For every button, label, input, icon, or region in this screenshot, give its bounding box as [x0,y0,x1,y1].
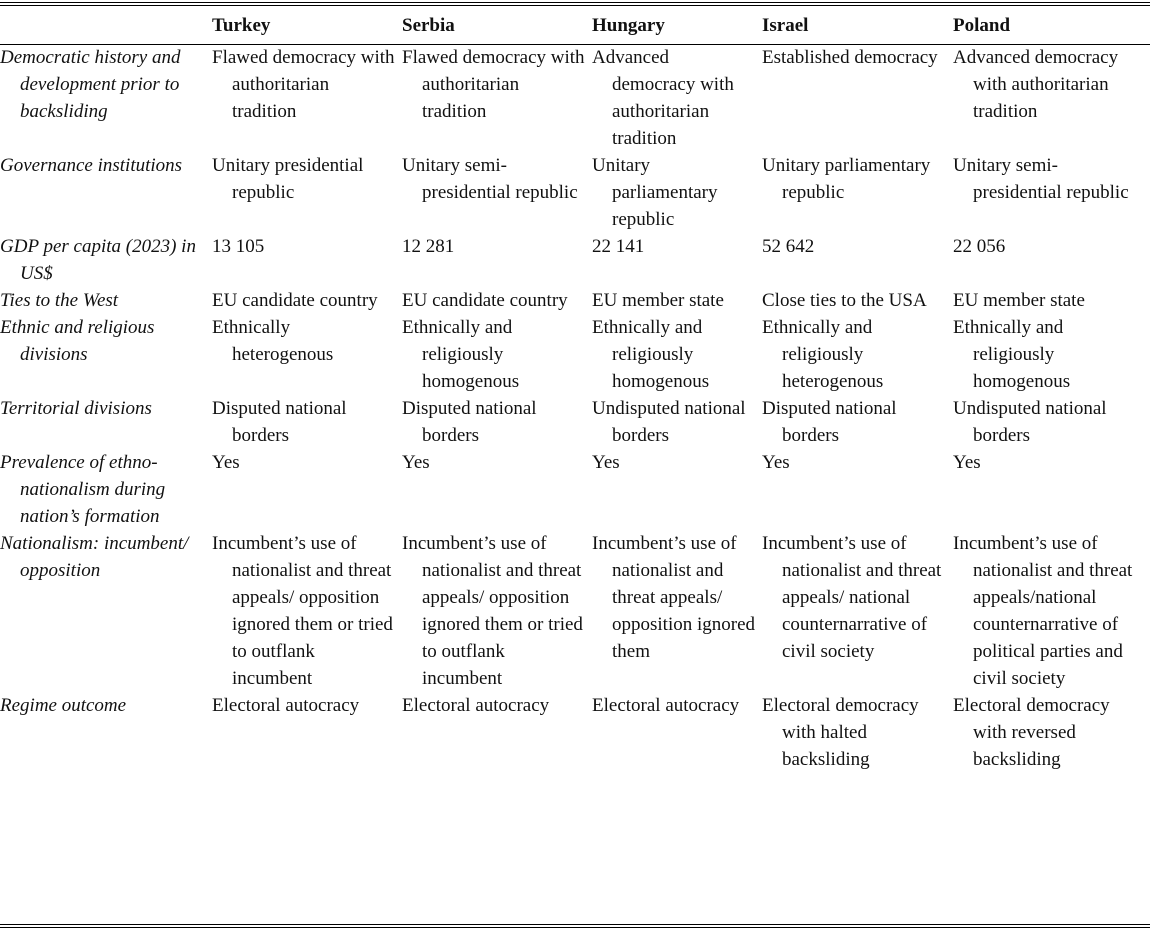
comparison-table [0,8,1150,773]
table-cell-text: Electoral democracy with halted backsliding [762,695,919,770]
table-cell [212,395,402,449]
row-label [0,152,212,233]
table-cell [762,692,953,773]
table-cell-text: EU candidate country [402,290,568,311]
row-label-text: GDP per capita (2023) in US$ [0,236,196,284]
table-cell [953,395,1150,449]
table-cell-text: Yes [592,452,620,473]
table-cell [762,287,953,314]
row-label [0,287,212,314]
table-cell [212,152,402,233]
row-label [0,692,212,773]
table-cell-text: Yes [953,452,981,473]
table-body [0,44,1150,773]
table-cell [953,314,1150,395]
table-cell-text: Undisputed national borders [592,398,746,446]
header-cell-israel: Israel [762,15,809,36]
table-header [0,8,1150,44]
table-cell [212,287,402,314]
table-cell-text: Electoral autocracy [592,695,740,716]
table-cell-text: Yes [402,452,430,473]
header-cell-corner [0,8,212,44]
table-cell [592,314,762,395]
table-cell [762,395,953,449]
table-cell [953,692,1150,773]
table-cell [212,530,402,692]
header-rule [0,44,1150,45]
table-cell [592,692,762,773]
table-cell-text: Advanced democracy with authoritarian tradition [953,47,1119,122]
table-row-ethno-nationalism [0,449,1150,530]
row-label [0,449,212,530]
table-cell-text: Advanced democracy with authoritarian tradition [592,47,734,149]
row-label [0,44,212,152]
table-cell-text: Unitary parliamentary republic [762,155,931,203]
header-cell-poland: Poland [953,15,1011,36]
bottom-rule [0,924,1150,925]
table-cell [402,530,592,692]
table-cell [212,44,402,152]
table-cell [762,233,953,287]
header-cell-turkey: Turkey [212,15,271,36]
table-cell-text: Disputed national borders [402,398,537,446]
table-cell [212,692,402,773]
table-cell [762,44,953,152]
row-label-text: Democratic history and development prior to backsliding [0,47,181,122]
table-cell [212,449,402,530]
table-cell [953,287,1150,314]
table-cell-text: Yes [762,452,790,473]
table-cell-text: EU member state [592,290,724,311]
table-cell-text: Incumbent’s use of nationalist and threat appeals/ national counternarrative of civil society [762,533,942,662]
table-cell-text: Electoral democracy with reversed backsliding [953,695,1110,770]
table-cell [953,233,1150,287]
row-label [0,395,212,449]
row-label-text: Nationalism: incumbent/ opposition [0,533,189,581]
table-cell [212,314,402,395]
table-cell [592,44,762,152]
table-cell-text: Established democracy [762,47,938,68]
table-cell [592,233,762,287]
table-cell-text: 22 056 [953,236,1006,257]
table-cell-text: Incumbent’s use of nationalist and threat appeals/ opposition ignored them [592,533,756,662]
table-cell [592,287,762,314]
table-cell-text: Unitary parliamentary republic [592,155,718,230]
table-cell [402,287,592,314]
row-label-text: Ethnic and religious divisions [0,317,155,365]
table-cell-text: Undisputed national borders [953,398,1107,446]
table-cell [592,449,762,530]
row-label-text: Territorial divisions [0,398,152,419]
table-row-governance [0,152,1150,233]
table-cell-text: Unitary semi-presidential republic [402,155,578,203]
table-cell [402,692,592,773]
table-cell-text: Flawed democracy with authoritarian tradition [212,47,395,122]
table-row-regime-outcome [0,692,1150,773]
table-cell [212,233,402,287]
table-cell [762,314,953,395]
top-rule-inner [0,5,1150,6]
table-cell [762,449,953,530]
table-row-territorial [0,395,1150,449]
row-label [0,314,212,395]
table-row-history [0,44,1150,152]
table-cell [402,233,592,287]
table-cell-text: Yes [212,452,240,473]
table-cell-text: Ethnically heterogenous [212,317,334,365]
bottom-rule-inner [0,927,1150,928]
table-cell [762,152,953,233]
table-cell [592,530,762,692]
table-cell-text: Ethnically and religiously homogenous [402,317,520,392]
table-cell [953,530,1150,692]
table-cell [953,44,1150,152]
table-cell-text: 22 141 [592,236,645,257]
table-cell-text: EU member state [953,290,1085,311]
row-label-text: Regime outcome [0,695,127,716]
table-cell-text: Incumbent’s use of nationalist and threat appeals/national counternarrative of political parties and civil society [953,533,1133,689]
table-cell-text: Disputed national borders [212,398,347,446]
table-cell-text: Unitary semi-presidential republic [953,155,1129,203]
table-cell-text: 52 642 [762,236,815,257]
table-row-nationalism [0,530,1150,692]
top-rule [0,2,1150,3]
table-cell-text: Close ties to the USA [762,290,927,311]
table-cell-text: Ethnically and religiously homogenous [592,317,710,392]
table-cell [762,530,953,692]
header-row [0,8,1150,44]
table-row-ethnic-religious [0,314,1150,395]
table-cell [592,152,762,233]
table-cell-text: 12 281 [402,236,455,257]
table-cell-text: Electoral autocracy [402,695,550,716]
table-cell [402,314,592,395]
header-cell-hungary: Hungary [592,15,665,36]
table-cell [953,449,1150,530]
table-cell-text: Incumbent’s use of nationalist and threat appeals/ opposition ignored them or tried to outflank incumbent [402,533,583,689]
row-label [0,530,212,692]
table-row-gdp [0,233,1150,287]
table-row-ties-west [0,287,1150,314]
table-cell-text: 13 105 [212,236,265,257]
table-cell-text: Electoral autocracy [212,695,360,716]
table-cell-text: Unitary presidential republic [212,155,364,203]
row-label-text: Ties to the West [0,290,119,311]
table-cell-text: Ethnically and religiously homogenous [953,317,1071,392]
table-cell-text: Incumbent’s use of nationalist and threat appeals/ opposition ignored them or tried to outflank incumbent [212,533,393,689]
header-cell-serbia: Serbia [402,15,455,36]
row-label [0,233,212,287]
row-label-text: Prevalence of ethno-nationalism during nation’s formation [0,452,166,527]
table-cell [402,152,592,233]
table-cell-text: Flawed democracy with authoritarian tradition [402,47,585,122]
table-cell-text: EU candidate country [212,290,378,311]
table-cell-text: Disputed national borders [762,398,897,446]
table-cell-text: Ethnically and religiously heterogenous [762,317,884,392]
table-cell [592,395,762,449]
table-cell [402,44,592,152]
table-cell [402,395,592,449]
row-label-text: Governance institutions [0,155,183,176]
table-cell [953,152,1150,233]
table-cell [402,449,592,530]
